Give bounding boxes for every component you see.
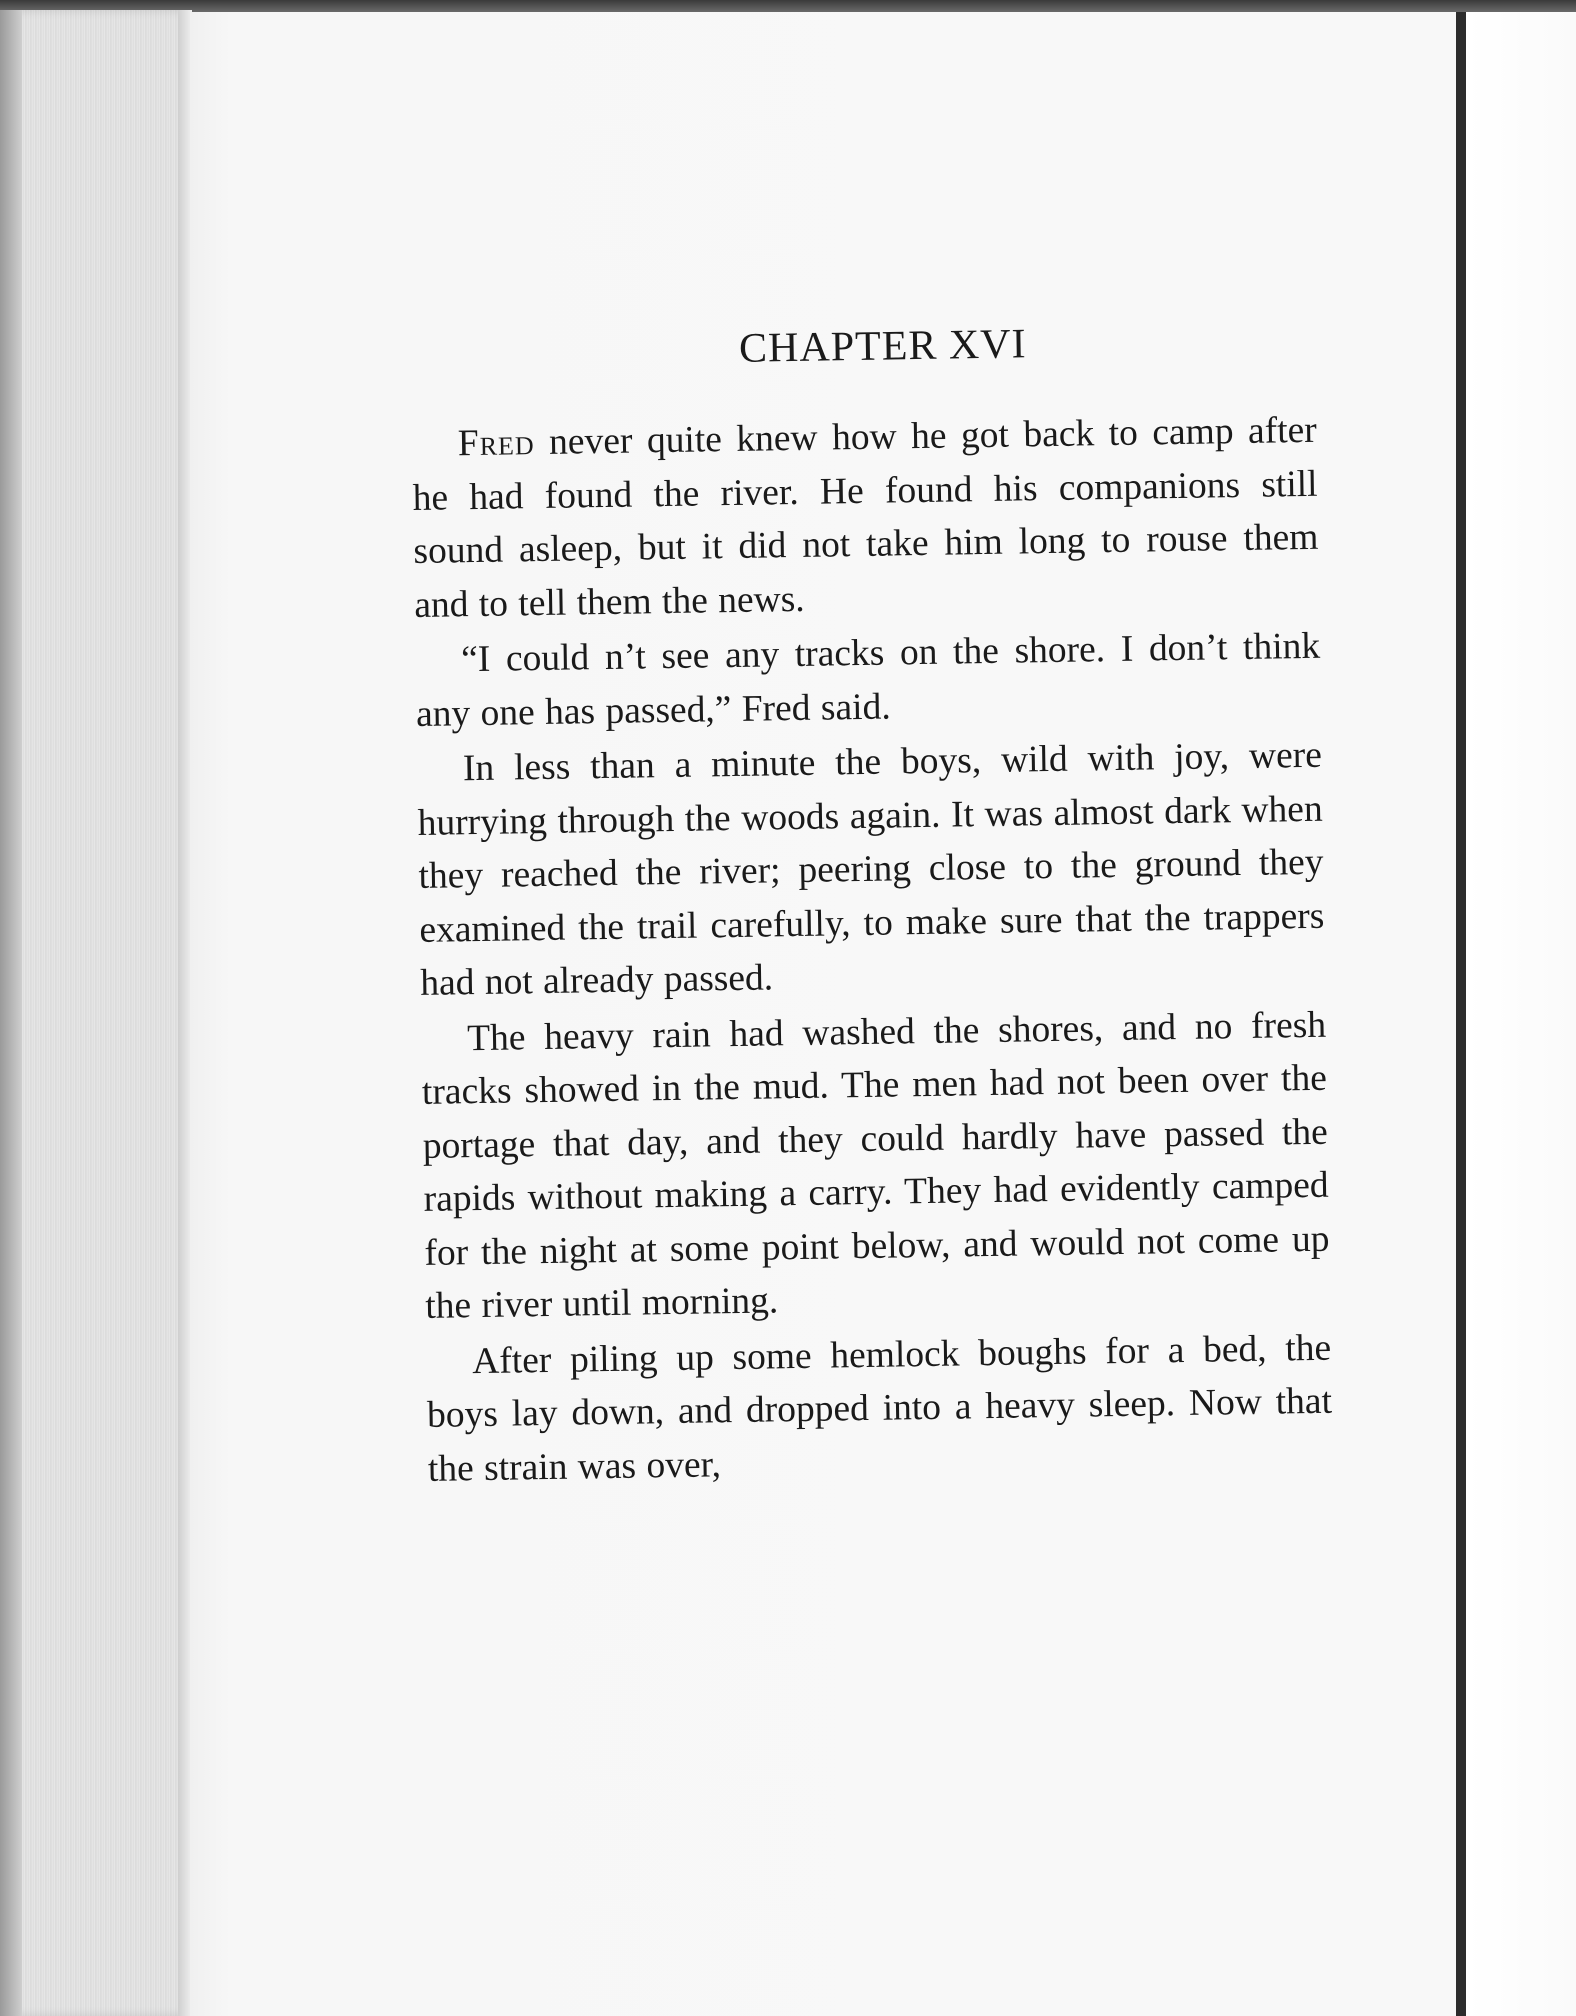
paragraph-5: After piling up some hemlock boughs for a bed, the boys lay down, and dropped into a heavy sleep. Now that the strain was over, <box>426 1327 1333 1490</box>
paragraph-3: In less than a minute the boys, wild with joy, were hurrying through the woods again. It was almost dark when they reached the river; peering close to the ground they examined the trail carefully, to make sure that the trappers had not already passed. <box>417 734 1325 1004</box>
paragraph-2: “I could n’t see any tracks on the shore. I don’t think any one has passed,” Fred said. <box>415 625 1321 735</box>
paragraph-1-text: never quite knew how he got back to camp after he had found the river. He found his companions still sound asleep, but it did not take him long to rouse them and to tell them the news. <box>412 409 1319 626</box>
chapter-heading: CHAPTER XVI <box>738 321 1027 372</box>
book-page-edges <box>0 10 192 2016</box>
facing-page-edge <box>1466 12 1576 2016</box>
scan-top-edge <box>0 0 1576 12</box>
page-text-block <box>410 316 1333 1498</box>
paragraph-4: The heavy rain had washed the shores, and no fresh tracks showed in the mud. The men had not been over the portage that day, and they could hardly have passed the rapids without making a carry. They had evidently camped for the night at some point below, and would not come up the river until morning. <box>421 1004 1330 1327</box>
paragraph-1 <box>411 404 1319 632</box>
paragraph-lead-word: Fred <box>457 422 535 465</box>
page-gutter-shadow <box>1456 12 1466 2016</box>
